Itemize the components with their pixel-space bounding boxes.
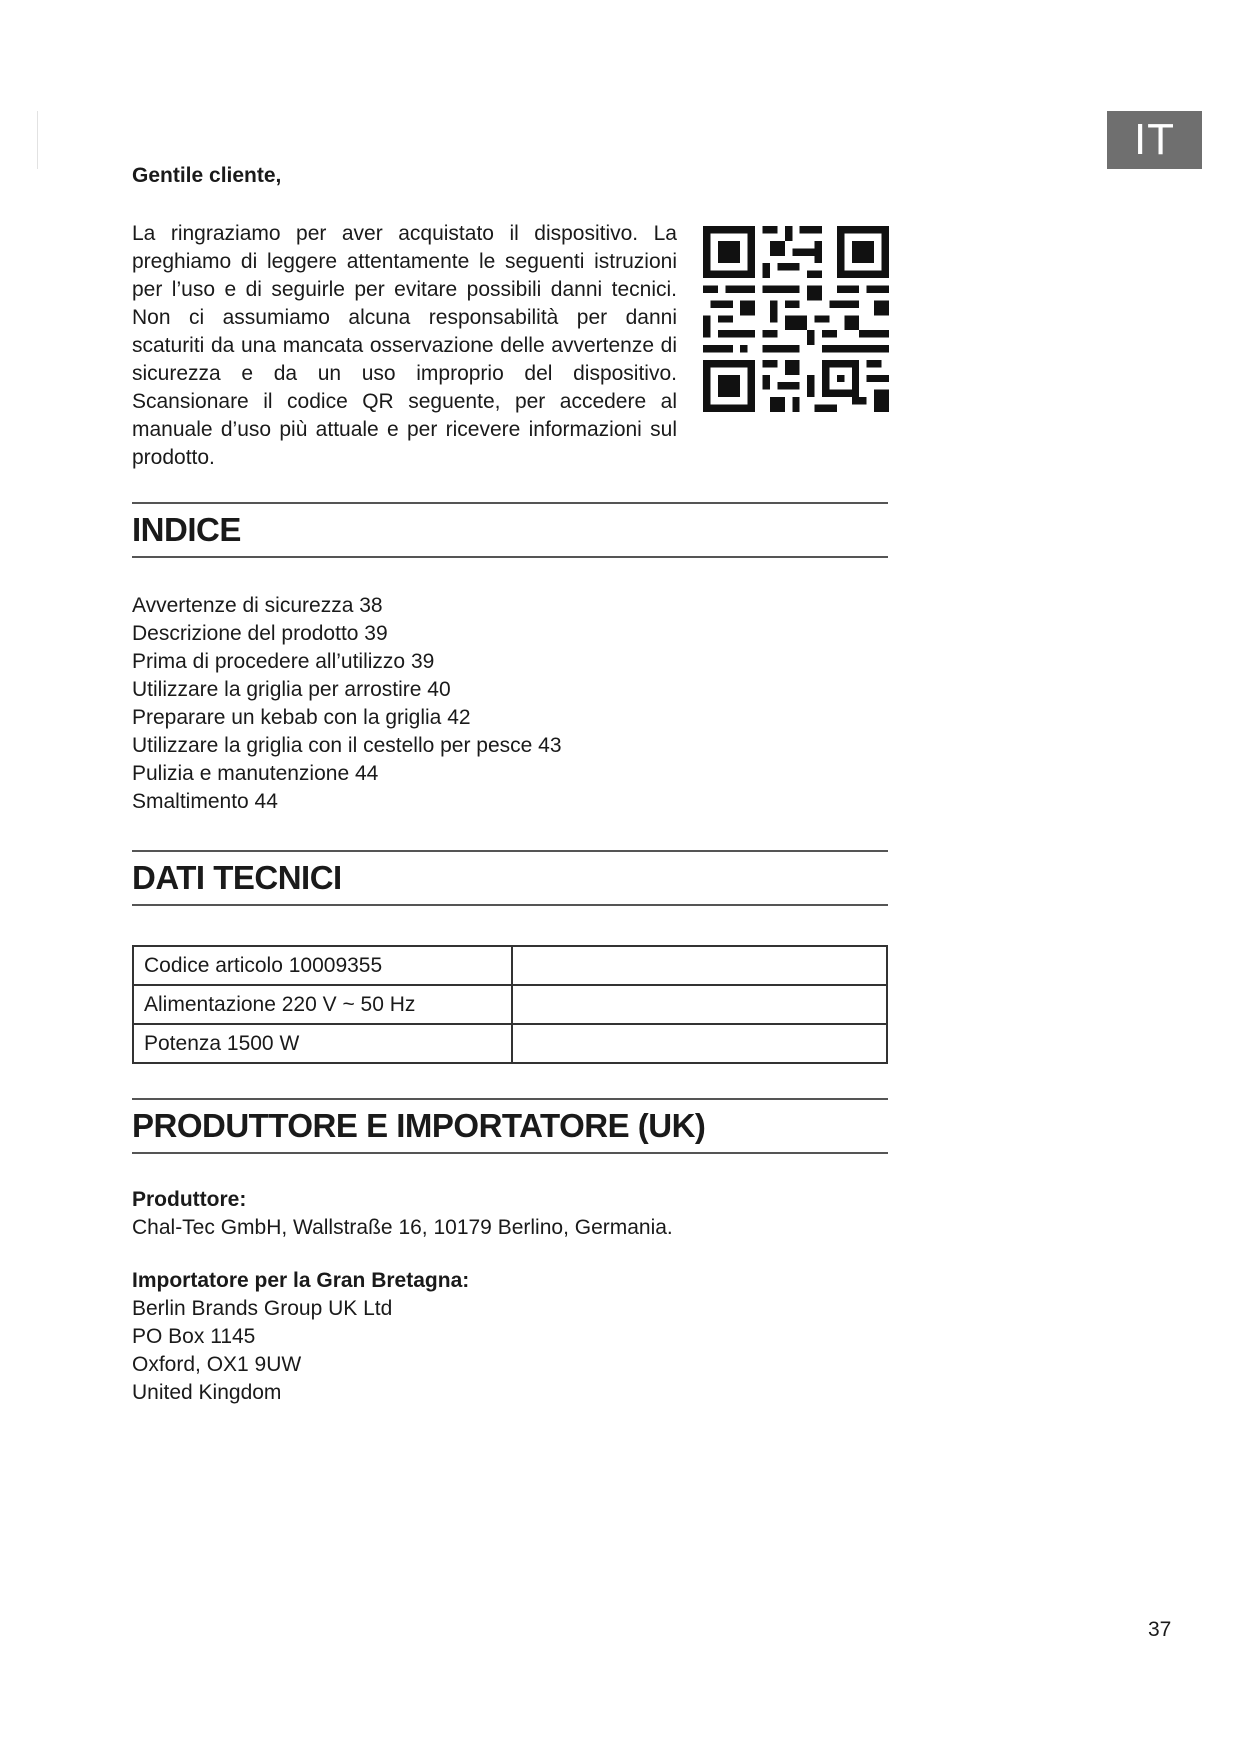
- importer-address-line: Berlin Brands Group UK Ltd: [132, 1297, 393, 1320]
- producer-address: Chal-Tec GmbH, Wallstraße 16, 10179 Berlino, Germania.: [132, 1216, 673, 1239]
- table-cell: Potenza 1500 W: [133, 1024, 512, 1063]
- producer-block: [132, 1186, 673, 1242]
- table-cell: Alimentazione 220 V ~ 50 Hz: [133, 985, 512, 1024]
- tech-heading-band: [132, 850, 888, 906]
- tech-specs-table: [132, 945, 888, 1064]
- producer-label: Produttore:: [132, 1188, 247, 1211]
- margin-rule: [37, 111, 38, 169]
- table-cell: Codice articolo 10009355: [133, 946, 512, 985]
- toc-item: Avvertenze di sicurezza 38: [132, 594, 383, 617]
- table-cell: [512, 1024, 887, 1063]
- importer-block: [132, 1267, 469, 1407]
- greeting: Gentile cliente,: [132, 164, 282, 187]
- table-of-contents: [132, 592, 562, 816]
- importer-address-line: Oxford, OX1 9UW: [132, 1353, 302, 1376]
- language-tab: IT: [1107, 111, 1202, 169]
- tech-title: DATI TECNICI: [132, 859, 342, 896]
- toc-item: Utilizzare la griglia con il cestello per pesce 43: [132, 734, 562, 757]
- page-number: 37: [1148, 1618, 1172, 1641]
- table-cell: [512, 985, 887, 1024]
- producer-title: PRODUTTORE E IMPORTATORE (UK): [132, 1107, 706, 1144]
- table-cell: [512, 946, 887, 985]
- qr-code-icon: [703, 226, 889, 412]
- index-title: INDICE: [132, 511, 241, 548]
- importer-address-line: United Kingdom: [132, 1381, 282, 1404]
- table-row: [133, 946, 887, 985]
- index-heading-band: [132, 502, 888, 558]
- toc-item: Utilizzare la griglia per arrostire 40: [132, 678, 451, 701]
- toc-item: Smaltimento 44: [132, 790, 278, 813]
- toc-item: Prima di procedere all’utilizzo 39: [132, 650, 435, 673]
- toc-item: Preparare un kebab con la griglia 42: [132, 706, 471, 729]
- table-row: [133, 1024, 887, 1063]
- importer-address-line: PO Box 1145: [132, 1325, 256, 1348]
- toc-item: Descrizione del prodotto 39: [132, 622, 388, 645]
- producer-heading-band: [132, 1098, 888, 1154]
- table-row: [133, 985, 887, 1024]
- importer-label: Importatore per la Gran Bretagna:: [132, 1269, 470, 1292]
- intro-paragraph: La ringraziamo per aver acquistato il dispositivo. La preghiamo di leggere attentamente le seguenti istruzioni per l’uso e di seguirle per evitare possibili danni tecnici. Non ci assumiamo alcuna responsabilità per danni scaturiti da una mancata osservazione delle avvertenze di sicurezza e da un uso improprio del dispositivo. Scansionare il codice QR seguente, per accedere al manuale d’uso più attuale e per ricevere informazioni sul prodotto.: [132, 222, 677, 469]
- toc-item: Pulizia e manutenzione 44: [132, 762, 379, 785]
